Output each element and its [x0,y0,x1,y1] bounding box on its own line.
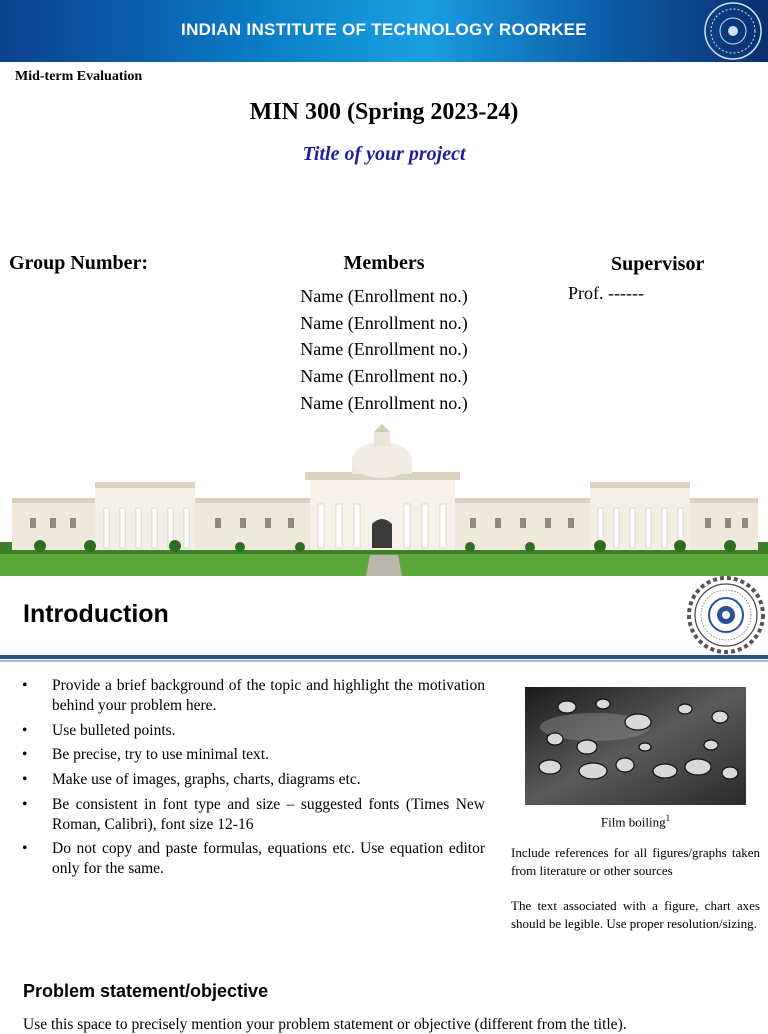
supervisor-name: Prof. ------ [568,283,644,303]
bullet-item [22,745,485,765]
members-list [284,283,484,417]
figure-reference-note: Include references for all figures/graphs taken from literature or other sources [511,845,760,878]
section-divider [0,655,768,659]
section-divider-accent [0,660,768,662]
problem-statement-text: Use this space to precisely mention your problem statement or objective (different from the title). [23,1016,627,1033]
bullet-icon: • [22,840,28,858]
introduction-heading: Introduction [23,600,169,628]
bullet-icon: • [22,677,28,694]
project-title: Title of your project [302,143,466,165]
bullet-item [22,795,485,835]
figure-reference-marker: 1 [665,813,671,823]
bullet-icon: • [22,721,28,739]
institute-name: INDIAN INSTITUTE OF TECHNOLOGY ROORKEE [181,20,587,39]
course-title: MIN 300 (Spring 2023-24) [249,99,519,125]
figure-legibility-note: The text associated with a figure, chart axes should be legible. Use proper resolution/sizing. [511,898,760,931]
bullet-text: Use bulleted points. [52,721,176,739]
bullet-icon: • [22,795,28,813]
bullet-item [22,721,485,741]
bullet-item [22,676,485,716]
problem-statement-heading: Problem statement/objective [23,981,269,1001]
film-boiling-photo [525,687,746,805]
bullet-text: Do not copy and paste formulas, equations etc. Use equation editor only for the same. [52,840,485,878]
iit-roorkee-seal-icon [703,1,763,61]
members-heading: Members [343,252,425,274]
bullet-item [22,770,485,790]
header-banner [0,0,768,62]
member-entry: Name (Enrollment no.) [300,312,468,333]
bullet-text: Be precise, try to use minimal text. [52,746,269,764]
main-building-photo [0,420,768,576]
bullet-icon: • [22,746,28,764]
figure-caption [525,813,746,830]
iit-roorkee-gear-logo-icon [686,575,766,655]
bullet-text: Make use of images, graphs, charts, diagrams etc. [52,771,361,789]
member-entry: Name (Enrollment no.) [300,366,468,387]
figure-caption-text: Film boiling [600,814,666,830]
evaluation-label: Mid-term Evaluation [15,69,143,84]
supervisor-heading: Supervisor [611,253,705,275]
member-entry: Name (Enrollment no.) [300,392,468,413]
introduction-bullet-list [22,676,485,884]
group-number-label: Group Number: [9,252,149,274]
member-entry: Name (Enrollment no.) [300,286,468,306]
bullet-icon: • [22,771,28,789]
bullet-text: Provide a brief background of the topic and highlight the motivation behind your problem here. [52,677,485,714]
bullet-text: Be consistent in font type and size – suggested fonts (Times New Roman, Calibri), font size 12-16 [52,795,485,833]
bullet-item [22,839,485,879]
member-entry: Name (Enrollment no.) [300,339,468,360]
